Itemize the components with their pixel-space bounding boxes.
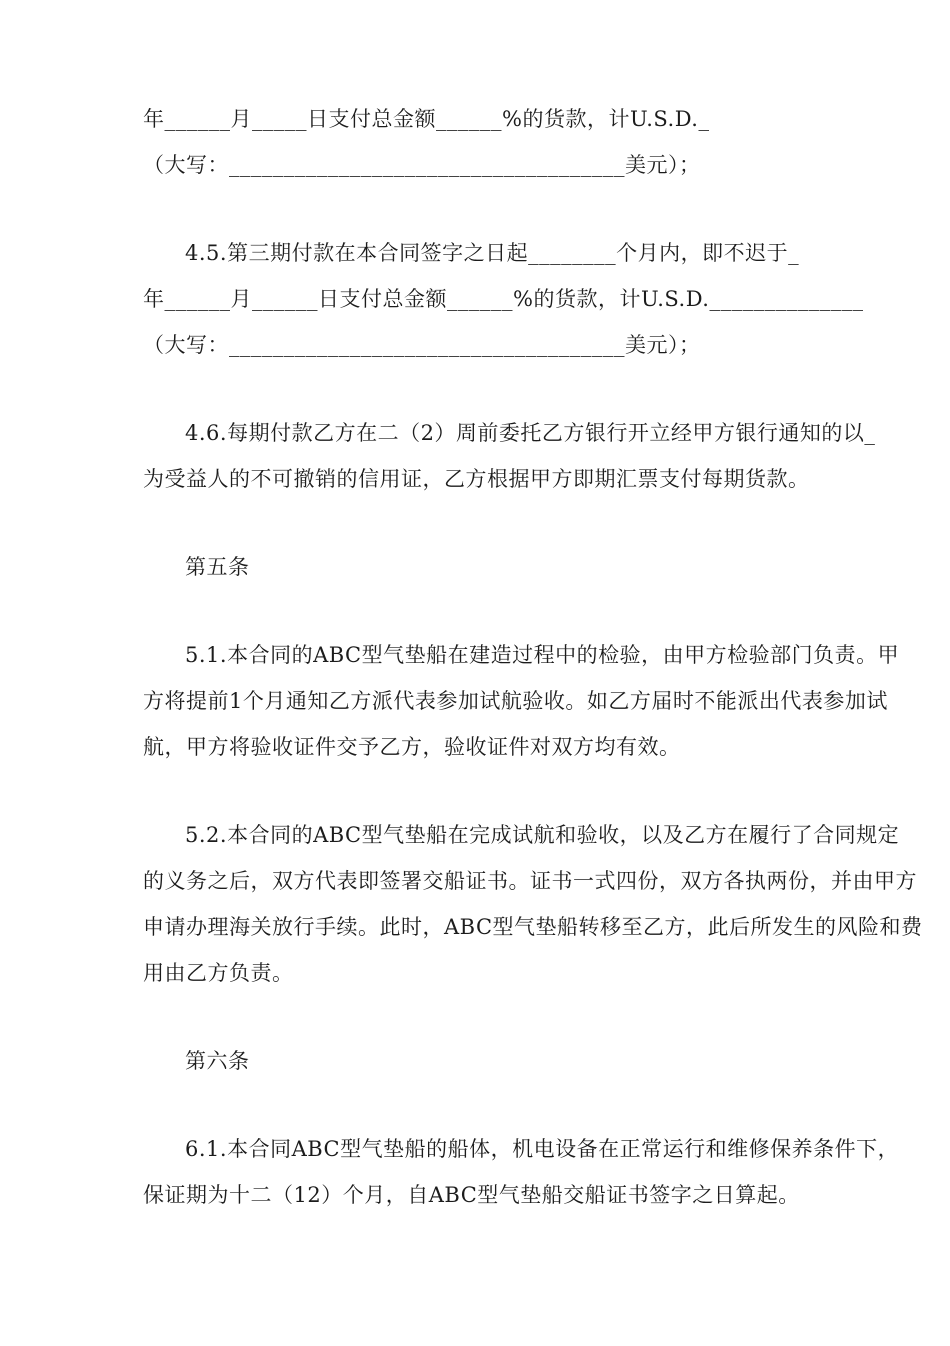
doc-line: 第六条 [185,1049,250,1073]
doc-line: 为受益人的不可撤销的信用证，乙方根据甲方即期汇票支付每期货款。 [143,467,810,491]
article-6-heading [143,1038,823,1084]
paragraph-clause-4-5 [143,230,864,368]
doc-line: 第五条 [185,555,250,579]
paragraph-clause-5-2 [143,812,923,996]
doc-line: 用由乙方负责。 [143,961,294,985]
doc-line: 年______月______日支付总金额______%的货款，计U.S.D.______________ [143,287,864,311]
doc-line: 方将提前1个月通知乙方派代表参加试航验收。如乙方届时不能派出代表参加试 [143,689,888,713]
doc-line: （大写：____________________________________美元）； [143,153,701,177]
doc-line: 保证期为十二（12）个月，自ABC型气垫船交船证书签字之日算起。 [143,1183,800,1207]
article-5-heading [143,544,823,590]
doc-line: 5.1.本合同的ABC型气垫船在建造过程中的检验，由甲方检验部门负责。甲 [185,643,900,667]
doc-line: 4.6.每期付款乙方在二（2）周前委托乙方银行开立经甲方银行通知的以_ [185,421,876,445]
doc-line: 年______月_____日支付总金额______%的货款，计U.S.D._ [143,107,710,131]
doc-line: 6.1.本合同ABC型气垫船的船体，机电设备在正常运行和维修保养条件下， [185,1137,900,1161]
doc-line: 航，甲方将验收证件交予乙方，验收证件对双方均有效。 [143,735,681,759]
paragraph-clause-5-1 [143,632,900,770]
paragraph-clause-4-4-continuation [143,96,823,188]
doc-line: （大写：____________________________________美元）； [143,333,701,357]
paragraph-clause-6-1 [143,1126,900,1218]
paragraph-clause-4-6 [143,410,876,502]
doc-line: 申请办理海关放行手续。此时，ABC型气垫船转移至乙方，此后所发生的风险和费 [143,915,923,939]
doc-line: 的义务之后，双方代表即签署交船证书。证书一式四份，双方各执两份，并由甲方 [143,869,917,893]
doc-line: 4.5.第三期付款在本合同签字之日起________个月内，即不迟于_ [185,241,800,265]
doc-line: 5.2.本合同的ABC型气垫船在完成试航和验收，以及乙方在履行了合同规定 [185,823,900,847]
document-content [143,96,923,1260]
